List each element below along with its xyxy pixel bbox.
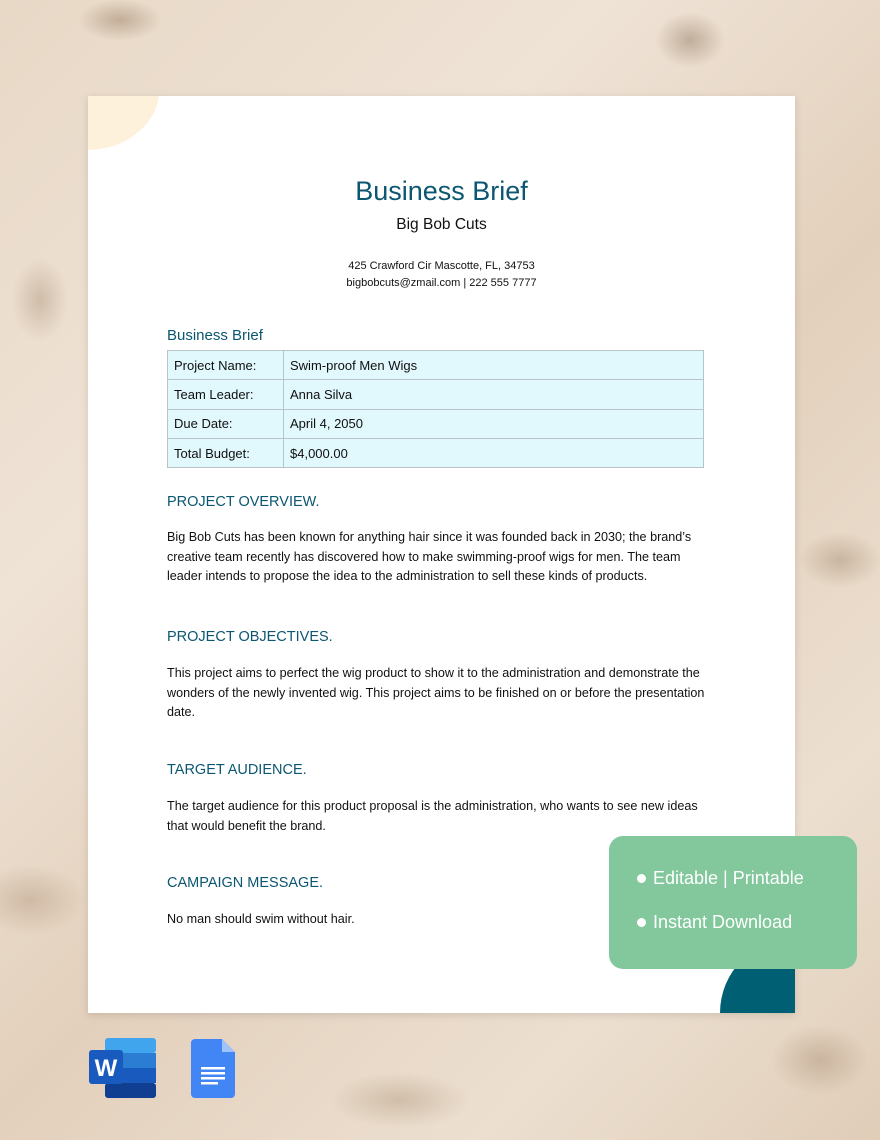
- address: 425 Crawford Cir Mascotte, FL, 34753: [348, 260, 535, 272]
- table-row: [168, 438, 704, 467]
- bullet-icon: [637, 918, 646, 927]
- contact-info: bigbobcuts@zmail.com | 222 555 7777: [346, 277, 537, 289]
- table-row: [168, 380, 704, 409]
- row-label: Due Date:: [168, 409, 284, 438]
- row-value: Anna Silva: [284, 380, 704, 409]
- row-value: Swim-proof Men Wigs: [284, 351, 704, 380]
- section-heading: CAMPAIGN MESSAGE.: [167, 875, 324, 891]
- document-title: Business Brief: [355, 176, 528, 206]
- section-heading: TARGET AUDIENCE.: [167, 762, 307, 778]
- row-value: April 4, 2050: [284, 409, 704, 438]
- row-label: Team Leader:: [168, 380, 284, 409]
- section-body: No man should swim without hair.: [167, 912, 355, 926]
- microsoft-word-icon: [89, 1038, 157, 1098]
- brief-table: [167, 350, 704, 468]
- contact-block: [88, 258, 795, 292]
- table-row: [168, 409, 704, 438]
- decorative-circle-top-left: [88, 96, 160, 150]
- table-title: Business Brief: [167, 327, 263, 344]
- bullet-icon: [637, 874, 646, 883]
- google-docs-icon: [191, 1039, 235, 1098]
- svg-text:W: W: [94, 1055, 118, 1082]
- feature-download: Instant Download: [653, 912, 793, 932]
- company-name: Big Bob Cuts: [396, 216, 487, 233]
- table-row: [168, 351, 704, 380]
- section-body: Big Bob Cuts has been known for anything hair since it was founded back in 2030; the brand’s creative team recently has discovered how to make swimming-proof wigs for men. The team leader intends to propose the idea to the administration to sell these kinds of products.: [167, 530, 692, 584]
- section-body: This project aims to perfect the wig product to show it to the administration and demonstrate the wonders of the newly invented wig. This project aims to be finished on or before the presentation date.: [167, 666, 705, 720]
- section-heading: PROJECT OVERVIEW.: [167, 494, 320, 510]
- row-label: Project Name:: [168, 351, 284, 380]
- section-heading: PROJECT OBJECTIVES.: [167, 629, 333, 645]
- row-value: $4,000.00: [284, 438, 704, 467]
- row-label: Total Budget:: [168, 438, 284, 467]
- section-body: The target audience for this product proposal is the administration, who wants to see new ideas that would benefit the brand.: [167, 799, 698, 833]
- features-badge: [609, 836, 857, 969]
- feature-editable: Editable | Printable: [653, 868, 804, 888]
